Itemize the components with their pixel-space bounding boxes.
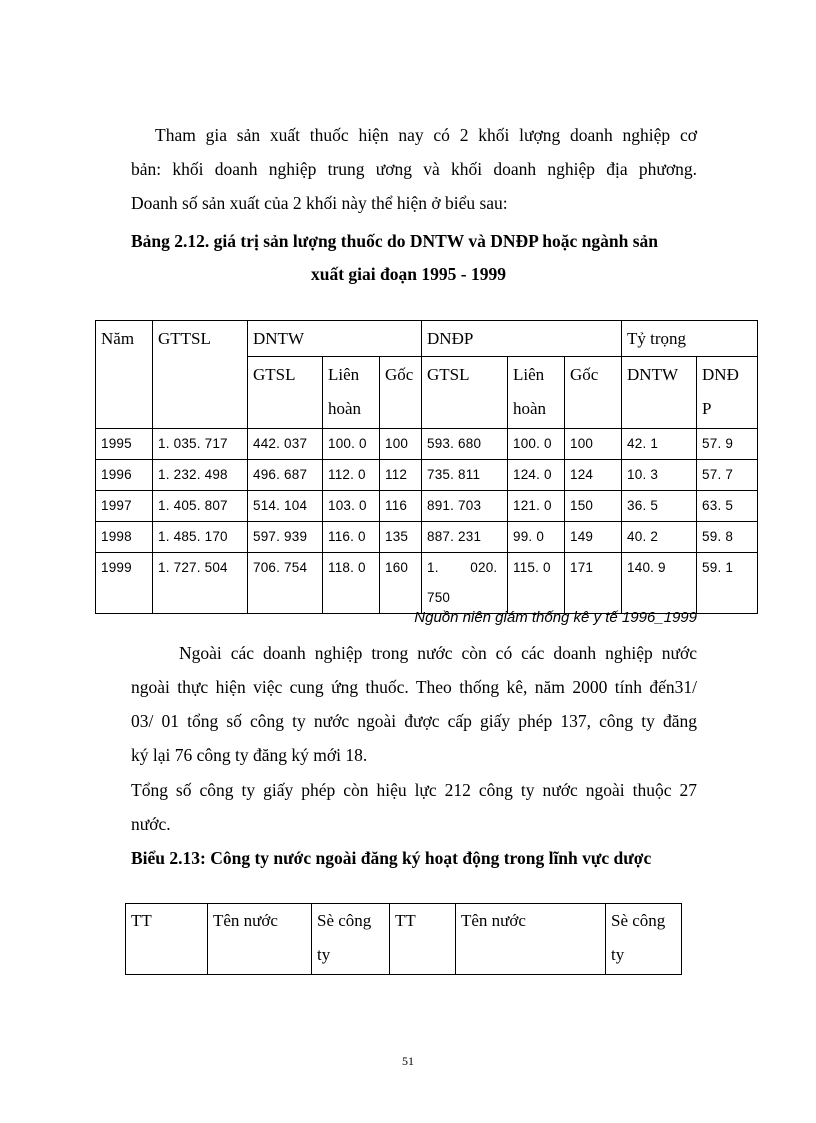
table-cell: 59. 1 (697, 553, 758, 614)
table-cell: 124. 0 (508, 460, 565, 491)
table-cell: 135 (380, 522, 422, 553)
table-cell: 1. 727. 504 (153, 553, 248, 614)
table-cell: 112 (380, 460, 422, 491)
header-dntw: DNTW (248, 321, 422, 357)
table-cell: 103. 0 (323, 491, 380, 522)
table-cell: 112. 0 (323, 460, 380, 491)
table-cell: 118. 0 (323, 553, 380, 614)
subheader-dndp-gtsl: GTSL (422, 357, 508, 429)
table-cell: 891. 703 (422, 491, 508, 522)
table2-caption: Biểu 2.13: Công ty nước ngoài đăng ký hoạt động trong lĩnh vực dược (131, 848, 652, 868)
table-cell: 99. 0 (508, 522, 565, 553)
subheader-dntw-gtsl: GTSL (248, 357, 323, 429)
table-header-row (126, 904, 682, 975)
table-cell: 149 (565, 522, 622, 553)
table-cell: 42. 1 (622, 429, 697, 460)
intro-line: bản: khối doanh nghiệp trung ương và khối doanh nghiệp địa phương. (131, 159, 697, 179)
table-cell: 597. 939 (248, 522, 323, 553)
subheader-dndp-goc: Gốc (565, 357, 622, 429)
table-cell: 115. 0 (508, 553, 565, 614)
table-cell: 57. 9 (697, 429, 758, 460)
header-company-count: Sè công ty (606, 904, 682, 975)
table-cell: 1996 (96, 460, 153, 491)
body-line: ký lại 76 công ty đăng ký mới 18. (131, 745, 368, 765)
table-cell: 1. 020. 750 (422, 553, 508, 614)
subheader-share-dndp: DNĐ P (697, 357, 758, 429)
header-ty-trong: Tỷ trọng (622, 321, 758, 357)
table-cell: 1. 405. 807 (153, 491, 248, 522)
body-paragraph-1 (131, 636, 697, 772)
body-line: Ngoài các doanh nghiệp trong nước còn có các doanh nghiệp nước (179, 643, 697, 663)
table-cell: 57. 7 (697, 460, 758, 491)
subheader-share-dntw: DNTW (622, 357, 697, 429)
table-row (96, 429, 758, 460)
table-cell: 116. 0 (323, 522, 380, 553)
table-cell: 1997 (96, 491, 153, 522)
body-line: nước. (131, 814, 171, 834)
table-cell: 150 (565, 491, 622, 522)
table-cell: 160 (380, 553, 422, 614)
table-cell: 100. 0 (508, 429, 565, 460)
subheader-dntw-goc: Gốc (380, 357, 422, 429)
intro-paragraph (131, 118, 697, 220)
table1-caption-line: xuất giai đoạn 1995 - 1999 (311, 264, 506, 284)
intro-line: Tham gia sản xuất thuốc hiện nay có 2 khối lượng doanh nghiệp cơ (155, 125, 697, 145)
table-cell: 121. 0 (508, 491, 565, 522)
table-cell: 1. 232. 498 (153, 460, 248, 491)
table-cell: 496. 687 (248, 460, 323, 491)
body-line: ngoài thực hiện việc cung ứng thuốc. Theo thống kê, năm 2000 tính đến31/ (131, 677, 697, 697)
body-line: Tổng số công ty giấy phép còn hiệu lực 212 công ty nước ngoài thuộc 27 (131, 780, 697, 800)
body-line: 03/ 01 tổng số công ty nước ngoài được cấp giấy phép 137, công ty đăng (131, 711, 697, 731)
body-paragraph-2 (131, 773, 697, 841)
page-number: 51 (402, 1054, 414, 1068)
table-cell: 63. 5 (697, 491, 758, 522)
table-cell: 887. 231 (422, 522, 508, 553)
header-dndp: DNĐP (422, 321, 622, 357)
table-cell: 100 (380, 429, 422, 460)
table-cell: 171 (565, 553, 622, 614)
subheader-dndp-lien-hoan: Liên hoàn (508, 357, 565, 429)
table1-source: Nguồn niên giám thống kê y tế 1996_1999 (414, 609, 697, 626)
header-country: Tên nước (208, 904, 312, 975)
table-row (96, 460, 758, 491)
table-cell: 140. 9 (622, 553, 697, 614)
foreign-companies-table (125, 903, 682, 975)
table-cell: 116 (380, 491, 422, 522)
table-cell: 1998 (96, 522, 153, 553)
header-tt: TT (390, 904, 456, 975)
table-cell: 124 (565, 460, 622, 491)
table-header-row (96, 321, 758, 357)
table-cell: 1995 (96, 429, 153, 460)
subheader-dntw-lien-hoan: Liên hoàn (323, 357, 380, 429)
table-cell: 59. 8 (697, 522, 758, 553)
table-cell: 100 (565, 429, 622, 460)
table1-caption-line: Bảng 2.12. giá trị sản lượng thuốc do DNTW và DNĐP hoặc ngành sản (131, 231, 658, 251)
production-value-table (95, 320, 758, 614)
table-cell: 735. 811 (422, 460, 508, 491)
table-cell: 1999 (96, 553, 153, 614)
table-cell: 442. 037 (248, 429, 323, 460)
table-cell: 593. 680 (422, 429, 508, 460)
header-company-count: Sè công ty (312, 904, 390, 975)
table-cell: 10. 3 (622, 460, 697, 491)
table-cell: 40. 2 (622, 522, 697, 553)
table-cell: 514. 104 (248, 491, 323, 522)
header-country: Tên nước (456, 904, 606, 975)
table-cell: 1. 485. 170 (153, 522, 248, 553)
intro-line: Doanh số sản xuất của 2 khối này thể hiện ở biểu sau: (131, 193, 508, 213)
header-year: Năm (96, 321, 153, 429)
header-tt: TT (126, 904, 208, 975)
table-cell: 100. 0 (323, 429, 380, 460)
header-gttsl: GTTSL (153, 321, 248, 429)
table-row (96, 491, 758, 522)
table-row (96, 522, 758, 553)
table-cell: 706. 754 (248, 553, 323, 614)
table-cell: 1. 035. 717 (153, 429, 248, 460)
table-cell: 36. 5 (622, 491, 697, 522)
